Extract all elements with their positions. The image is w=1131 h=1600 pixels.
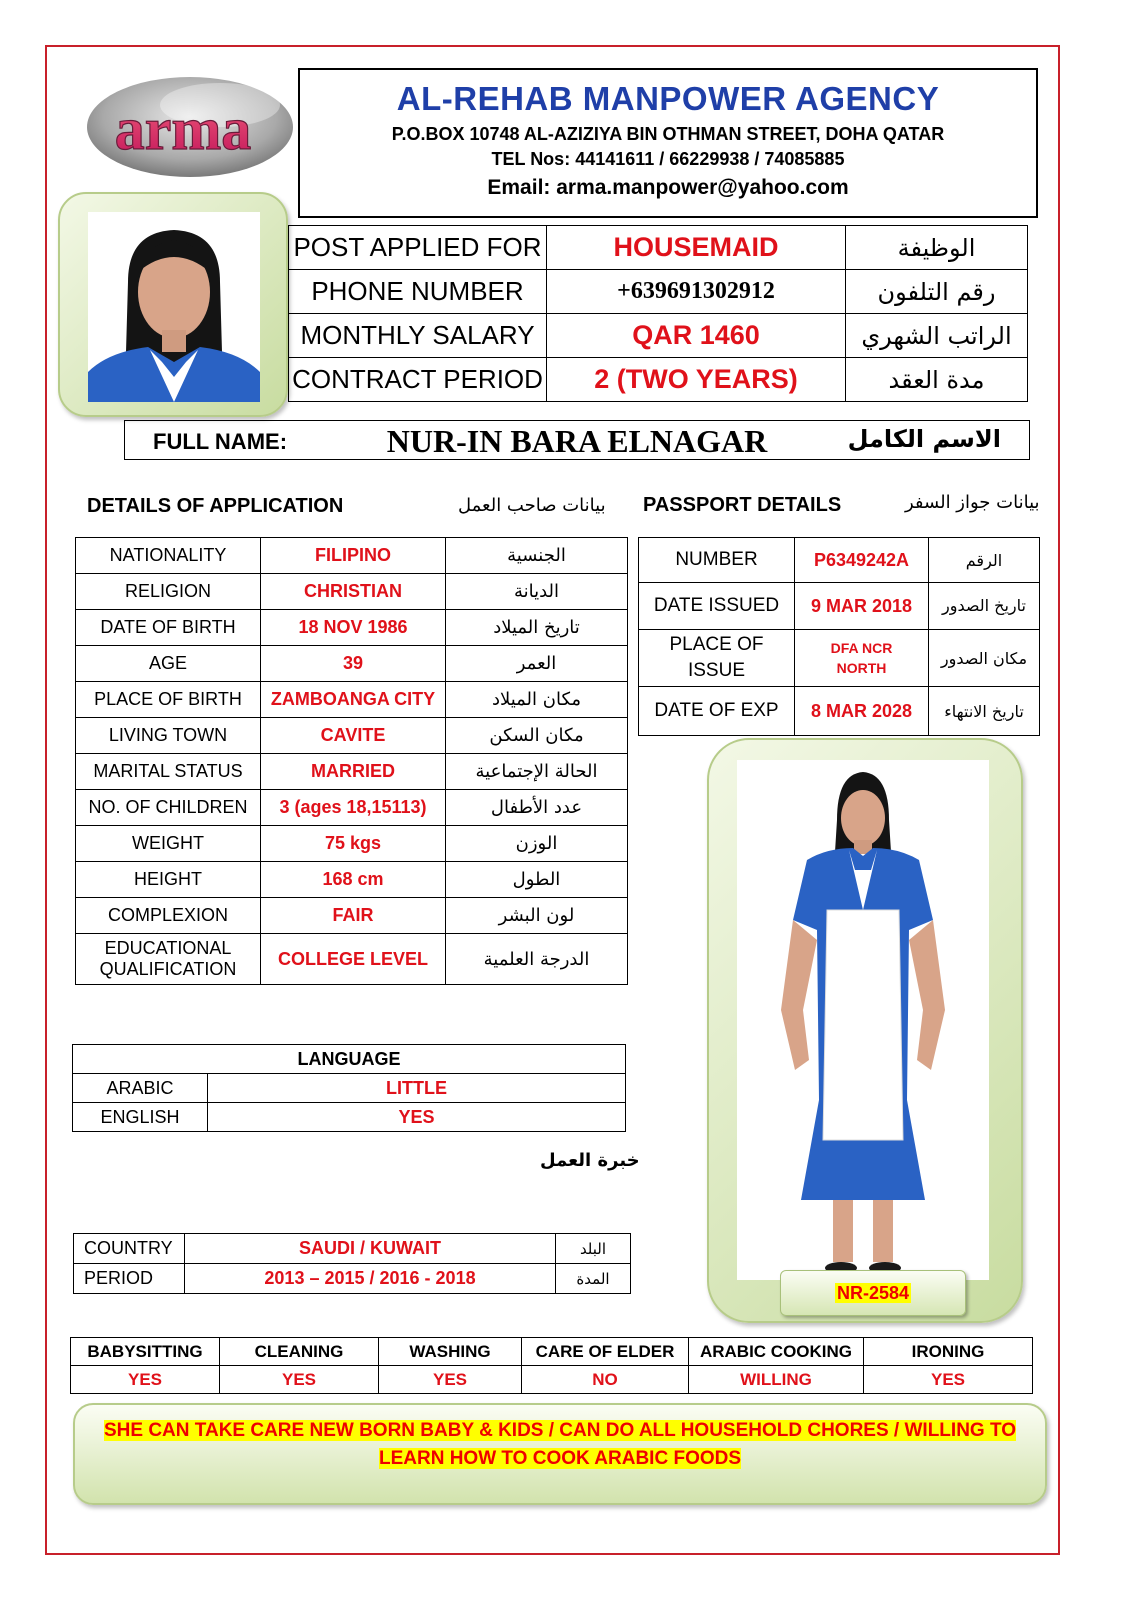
application-table — [75, 537, 628, 985]
app-arabic: العمر — [446, 646, 628, 682]
application-title-arabic: بيانات صاحب العمل — [458, 495, 606, 516]
app-label: NATIONALITY — [76, 538, 261, 574]
skill-header: CLEANING — [220, 1338, 379, 1366]
skill-header: ARABIC COOKING — [689, 1338, 864, 1366]
agency-email: Email: arma.manpower@yahoo.com — [487, 176, 849, 199]
table-row — [639, 630, 1040, 687]
table-row — [639, 583, 1040, 630]
table-row — [76, 682, 628, 718]
app-label: NO. OF CHILDREN — [76, 790, 261, 826]
portrait-photo-frame — [58, 192, 288, 417]
table-row — [289, 314, 1028, 358]
table-row — [73, 1074, 626, 1103]
app-label: HEIGHT — [76, 862, 261, 898]
table-row — [76, 826, 628, 862]
phone-value: +639691302912 — [547, 270, 846, 314]
skill-header: WASHING — [379, 1338, 522, 1366]
language-value: YES — [208, 1103, 626, 1132]
table-row — [76, 790, 628, 826]
experience-value: SAUDI / KUWAIT — [185, 1234, 556, 1264]
table-row — [76, 934, 628, 985]
table-row — [76, 574, 628, 610]
app-value: MARRIED — [261, 754, 446, 790]
app-label: COMPLEXION — [76, 898, 261, 934]
passport-value: DFA NCR NORTH — [795, 630, 929, 687]
passport-arabic: تاريخ الانتهاء — [929, 687, 1040, 736]
table-row — [639, 687, 1040, 736]
table-row — [639, 538, 1040, 583]
skill-header: CARE OF ELDER — [522, 1338, 689, 1366]
passport-label: DATE OF EXP — [639, 687, 795, 736]
app-value: COLLEGE LEVEL — [261, 934, 446, 985]
app-label: EDUCATIONAL QUALIFICATION — [76, 934, 261, 985]
phone-arabic: رقم التلفون — [846, 270, 1028, 314]
table-row — [76, 610, 628, 646]
table-row — [71, 1338, 1033, 1366]
table-row — [289, 270, 1028, 314]
fullbody-photo-frame — [707, 738, 1023, 1323]
salary-arabic: الراتب الشهري — [846, 314, 1028, 358]
agency-tel: TEL Nos: 44141611 / 66229938 / 74085885 — [491, 149, 845, 169]
reference-code: NR-2584 — [836, 1283, 910, 1303]
application-title: DETAILS OF APPLICATION — [87, 495, 344, 517]
fullname-value: NUR-IN BARA ELNAGAR — [386, 423, 768, 459]
fullname-label: FULL NAME: — [153, 429, 288, 454]
passport-arabic: مكان الصدور — [929, 630, 1040, 687]
passport-table — [638, 537, 1040, 736]
app-label: DATE OF BIRTH — [76, 610, 261, 646]
app-label: AGE — [76, 646, 261, 682]
table-row — [73, 1045, 626, 1074]
app-arabic: عدد الأطفال — [446, 790, 628, 826]
passport-label: DATE ISSUED — [639, 583, 795, 630]
app-arabic: الجنسية — [446, 538, 628, 574]
app-value: 3 (ages 18,15113) — [261, 790, 446, 826]
skills-table — [70, 1337, 1033, 1394]
experience-title-arabic: خبرة العمل — [540, 1150, 640, 1171]
app-arabic: الحالة الإجتماعية — [446, 754, 628, 790]
contract-label: CONTRACT PERIOD — [289, 358, 547, 402]
agency-header — [298, 68, 1038, 218]
app-arabic: الطول — [446, 862, 628, 898]
table-row — [76, 538, 628, 574]
passport-value: 8 MAR 2028 — [795, 687, 929, 736]
table-row — [74, 1264, 631, 1294]
app-label: LIVING TOWN — [76, 718, 261, 754]
table-row — [74, 1234, 631, 1264]
table-row — [76, 862, 628, 898]
table-row — [73, 1103, 626, 1132]
language-title: LANGUAGE — [73, 1045, 626, 1074]
experience-arabic: البلد — [556, 1234, 631, 1264]
app-value: 39 — [261, 646, 446, 682]
logo-text: arma — [114, 96, 252, 162]
app-label: RELIGION — [76, 574, 261, 610]
table-row — [76, 718, 628, 754]
skill-header: BABYSITTING — [71, 1338, 220, 1366]
language-label: ARABIC — [73, 1074, 208, 1103]
skill-value: YES — [864, 1366, 1033, 1394]
agency-address: P.O.BOX 10748 AL-AZIZIYA BIN OTHMAN STREET, DOHA QATAR — [391, 124, 945, 144]
app-arabic: الدرجة العلمية — [446, 934, 628, 985]
skill-value: YES — [220, 1366, 379, 1394]
app-arabic: لون البشر — [446, 898, 628, 934]
language-label: ENGLISH — [73, 1103, 208, 1132]
passport-label: NUMBER — [639, 538, 795, 583]
app-label: MARITAL STATUS — [76, 754, 261, 790]
passport-value: P6349242A — [795, 538, 929, 583]
app-value: ZAMBOANGA CITY — [261, 682, 446, 718]
app-value: 18 NOV 1986 — [261, 610, 446, 646]
passport-title-arabic: بيانات جواز السفر — [905, 492, 1040, 513]
table-row — [71, 1366, 1033, 1394]
app-value: 168 cm — [261, 862, 446, 898]
experience-table — [73, 1233, 631, 1294]
salary-value: QAR 1460 — [547, 314, 846, 358]
app-value: FILIPINO — [261, 538, 446, 574]
remarks-box — [73, 1403, 1047, 1505]
app-value: FAIR — [261, 898, 446, 934]
post-arabic: الوظيفة — [846, 226, 1028, 270]
skill-value: NO — [522, 1366, 689, 1394]
contract-value: 2 (TWO YEARS) — [547, 358, 846, 402]
app-value: CAVITE — [261, 718, 446, 754]
experience-value: 2013 – 2015 / 2016 - 2018 — [185, 1264, 556, 1294]
table-row — [76, 646, 628, 682]
fullname-arabic: الاسم الكامل — [847, 425, 1001, 453]
app-arabic: تاريخ الميلاد — [446, 610, 628, 646]
experience-label: PERIOD — [74, 1264, 185, 1294]
passport-label: PLACE OF ISSUE — [639, 630, 795, 687]
remarks-text: SHE CAN TAKE CARE NEW BORN BABY & KIDS / CAN DO ALL HOUSEHOLD CHORES / WILLING TO LEARN HOW TO COOK ARABIC FOODS — [103, 1420, 1017, 1469]
table-row — [76, 898, 628, 934]
table-row — [289, 358, 1028, 402]
passport-value: 9 MAR 2018 — [795, 583, 929, 630]
app-value: 75 kgs — [261, 826, 446, 862]
passport-arabic: تاريخ الصدور — [929, 583, 1040, 630]
app-arabic: مكان الميلاد — [446, 682, 628, 718]
skill-header: IRONING — [864, 1338, 1033, 1366]
app-arabic: الوزن — [446, 826, 628, 862]
experience-label: COUNTRY — [74, 1234, 185, 1264]
language-table — [72, 1044, 626, 1132]
skill-value: YES — [379, 1366, 522, 1394]
fullname-bar — [124, 420, 1030, 460]
portrait-photo — [88, 212, 260, 402]
passport-title: PASSPORT DETAILS — [643, 494, 842, 516]
phone-label: PHONE NUMBER — [289, 270, 547, 314]
reference-code-tag — [780, 1270, 966, 1316]
fullbody-photo — [737, 760, 989, 1280]
agency-name: AL-REHAB MANPOWER AGENCY — [396, 80, 940, 117]
passport-arabic: الرقم — [929, 538, 1040, 583]
experience-arabic: المدة — [556, 1264, 631, 1294]
agency-logo — [85, 75, 295, 180]
app-label: PLACE OF BIRTH — [76, 682, 261, 718]
contract-arabic: مدة العقد — [846, 358, 1028, 402]
table-row — [76, 754, 628, 790]
language-value: LITTLE — [208, 1074, 626, 1103]
post-table — [288, 225, 1028, 402]
skill-value: YES — [71, 1366, 220, 1394]
post-label: POST APPLIED FOR — [289, 226, 547, 270]
app-value: CHRISTIAN — [261, 574, 446, 610]
app-arabic: مكان السكن — [446, 718, 628, 754]
salary-label: MONTHLY SALARY — [289, 314, 547, 358]
table-row — [289, 226, 1028, 270]
app-arabic: الديانة — [446, 574, 628, 610]
skill-value: WILLING — [689, 1366, 864, 1394]
app-label: WEIGHT — [76, 826, 261, 862]
post-value: HOUSEMAID — [547, 226, 846, 270]
